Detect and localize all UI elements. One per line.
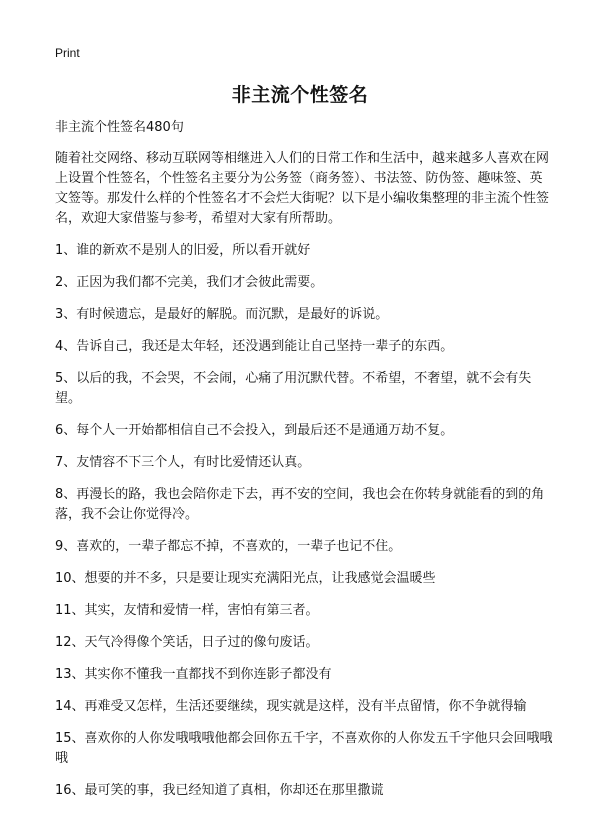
list-item: 1、谁的新欢不是别人的旧爱，所以看开就好 [55,243,311,258]
list-item: 7、友情容不下三个人，有时比爱情还认真。 [55,455,311,470]
list-item: 10、想要的并不多，只是要让现实充满阳光点，让我感觉会温暖些 [55,571,436,586]
list-item: 4、告诉自己，我还是太年轻，还没遇到能让自己坚持一辈子的东西。 [55,339,454,354]
list-item: 13、其实你不懂我一直都找不到你连影子都没有 [55,667,332,682]
document-title: 非主流个性签名 [231,84,369,106]
list-item: 3、有时候遗忘，是最好的解脱。而沉默，是最好的诉说。 [55,307,389,322]
list-item: 11、其实，友情和爱情一样，害怕有第三者。 [55,603,319,618]
list-item: 14、再难受又怎样，生活还要继续，现实就是这样，没有半点留情，你不争就得输 [55,699,527,714]
list-item: 9、喜欢的，一辈子都忘不掉，不喜欢的，一辈子也记不住。 [55,539,402,554]
list-item: 12、天气冷得像个笑话，日子过的像句废话。 [55,635,319,650]
document-subtitle: 非主流个性签名480句 [55,120,184,135]
print-link[interactable]: Print [55,46,80,60]
list-item: 2、正因为我们都不完美，我们才会彼此需要。 [55,275,324,290]
list-item: 5、以后的我，不会哭，不会闹，心痛了用沉默代替。不希望，不奢望，就不会有失望。 [55,371,532,406]
list-item: 16、最可笑的事，我已经知道了真相，你却还在那里撒谎 [55,783,384,798]
list-item: 8、再漫长的路，我也会陪你走下去，再不安的空间，我也会在你转身就能看的到的角落，我不会让你觉得冷。 [55,487,545,522]
document-body [55,118,555,813]
list-item: 15、喜欢你的人你发哦哦哦他都会回你五千字，不喜欢你的人你发五千字他只会回哦哦哦 [55,731,553,766]
intro-paragraph: 随着社交网络、移动互联网等相继进入人们的日常工作和生活中，越来越多人喜欢在网上设置个性签名，个性签名主要分为公务签（商务签）、书法签、防伪签、趣味签、英文签等。那发什么样的个性签名才不会烂大街呢？以下是小编收集整理的非主流个性签名，欢迎大家借鉴与参考，希望对大家有所帮助。 [55,151,550,226]
list-item: 6、每个人一开始都相信自己不会投入，到最后还不是通通万劫不复。 [55,423,454,438]
